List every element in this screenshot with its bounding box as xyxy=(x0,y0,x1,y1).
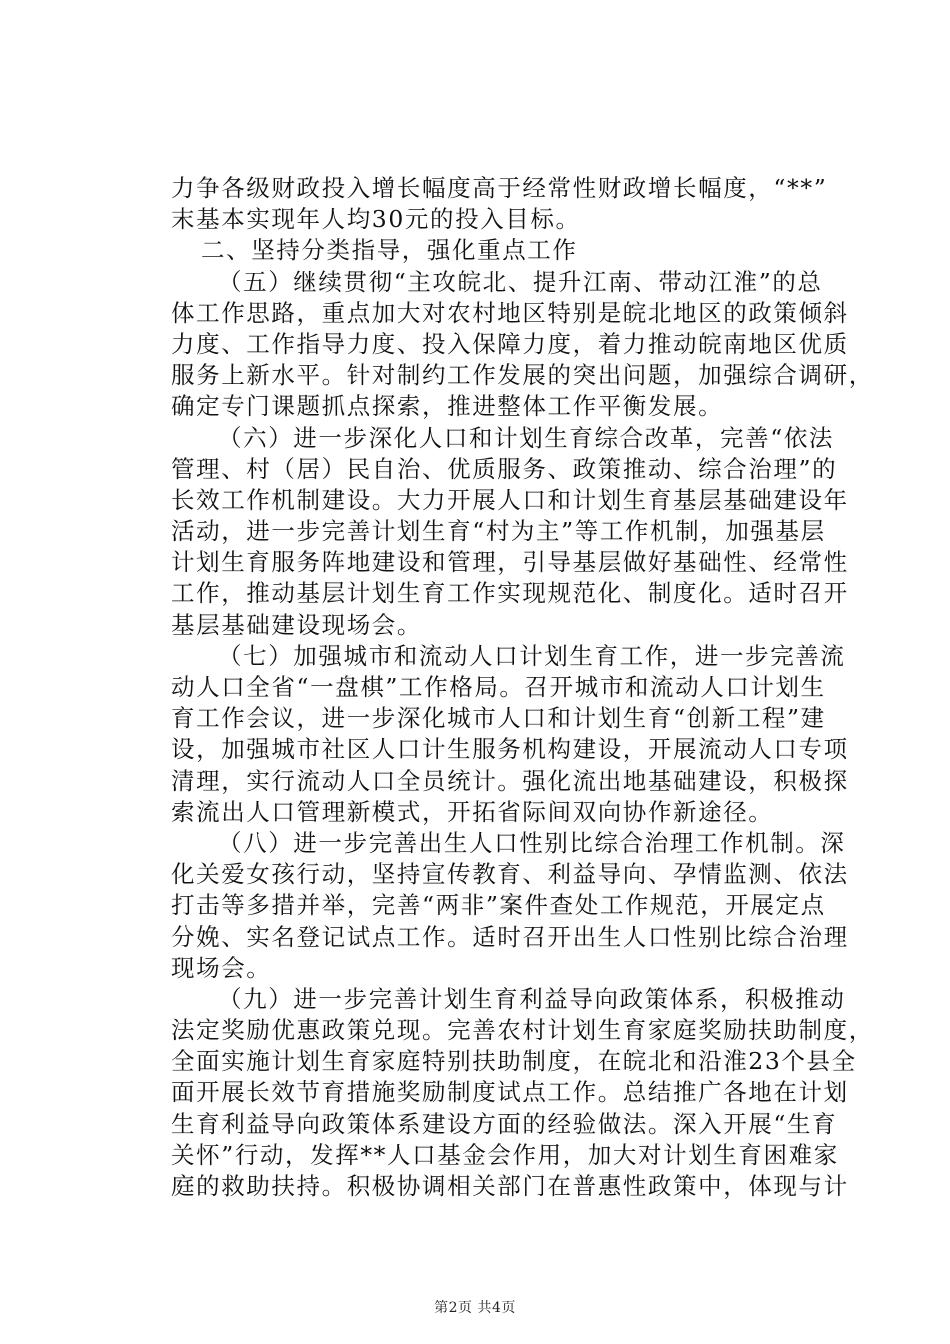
text-line: 管理、村（居）民自治、优质服务、政策推动、综合治理”的 xyxy=(171,454,838,483)
text-line: 设，加强城市社区人口计生服务机构建设，开展流动人口专项 xyxy=(171,735,849,764)
text-line: （五）继续贯彻“主攻皖北、提升江南、带动江淮”的总 xyxy=(218,267,823,296)
text-line: 计划生育服务阵地建设和管理，引导基层做好基础性、经常性 xyxy=(171,548,849,577)
text-line: 长效工作机制建设。大力开展人口和计划生育基层基础建设年 xyxy=(171,485,849,514)
page-footer: 第2页 共4页 xyxy=(434,1300,516,1316)
text-line: 关怀”行动，发挥**人口基金会作用，加大对计划生育困难家 xyxy=(171,1140,839,1169)
text-line: （八）进一步完善出生人口性别比综合治理工作机制。深 xyxy=(218,828,846,857)
text-line: 体工作思路，重点加大对农村地区特别是皖北地区的政策倾斜 xyxy=(171,298,849,327)
text-line: 面开展长效节育措施奖励制度试点工作。总结推广各地在计划 xyxy=(171,1078,849,1107)
text-line: 力度、工作指导力度、投入保障力度，着力推动皖南地区优质 xyxy=(171,329,849,358)
text-line: 全面实施计划生育家庭特别扶助制度，在皖北和沿淮23个县全 xyxy=(171,1047,857,1076)
text-line: 现场会。 xyxy=(171,953,272,982)
text-line: 分娩、实名登记试点工作。适时召开出生人口性别比综合治理 xyxy=(171,922,849,951)
text-line: 动人口全省“一盘棋”工作格局。召开城市和流动人口计划生 xyxy=(171,673,826,701)
section-heading: 二、坚持分类指导，强化重点工作 xyxy=(201,236,578,265)
text-line: 化关爱女孩行动，坚持宣传教育、利益导向、孕情监测、依法 xyxy=(171,860,849,889)
text-line: 庭的救助扶持。积极协调相关部门在普惠性政策中，体现与计 xyxy=(171,1172,849,1200)
text-line: 力争各级财政投入增长幅度高于经常性财政增长幅度，“**” xyxy=(171,174,828,202)
text-line: 活动，进一步完善计划生育“村为主”等工作机制，加强基层 xyxy=(171,517,826,546)
text-line: 育工作会议，进一步深化城市人口和计划生育“创新工程”建 xyxy=(171,704,826,733)
text-line: 清理，实行流动人口全员统计。强化流出地基础建设，积极探 xyxy=(171,766,849,795)
text-line: 打击等多措并举，完善“两非”案件查处工作规范，开展定点 xyxy=(171,891,826,920)
text-line: （七）加强城市和流动人口计划生育工作，进一步完善流 xyxy=(218,641,846,670)
text-line: 末基本实现年人均30元的投入目标。 xyxy=(171,205,581,234)
document-body xyxy=(171,173,874,1202)
text-line: 基层基础建设现场会。 xyxy=(171,610,422,639)
text-line: 索流出人口管理新模式，开拓省际间双向协作新途径。 xyxy=(171,797,774,826)
text-line: 工作，推动基层计划生育工作实现规范化、制度化。适时召开 xyxy=(171,579,849,608)
text-line: 法定奖励优惠政策兑现。完善农村计划生育家庭奖励扶助制度， xyxy=(171,1016,874,1045)
text-line: 确定专门课题抓点探索，推进整体工作平衡发展。 xyxy=(171,392,724,421)
text-line: （六）进一步深化人口和计划生育综合改革，完善“依法 xyxy=(218,423,835,452)
text-line: 服务上新水平。针对制约工作发展的突出问题，加强综合调研， xyxy=(171,361,874,390)
text-line: 生育利益导向政策体系建设方面的经验做法。深入开展“生育 xyxy=(171,1109,838,1138)
text-line: （九）进一步完善计划生育利益导向政策体系，积极推动 xyxy=(218,984,846,1013)
